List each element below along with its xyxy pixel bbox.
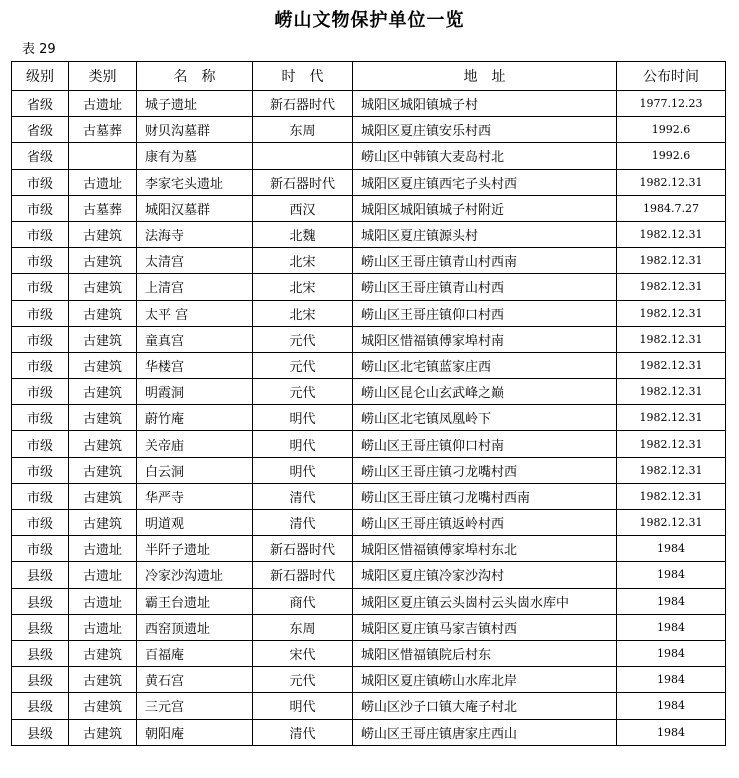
cell-date: 1982.12.31 (617, 510, 726, 536)
cell-level: 县级 (12, 562, 69, 588)
cell-era: 北宋 (253, 300, 353, 326)
cell-name: 童真宫 (137, 326, 253, 352)
cell-date: 1982.12.31 (617, 248, 726, 274)
cell-era: 北宋 (253, 274, 353, 300)
cell-level: 市级 (12, 483, 69, 509)
table-number: 表 29 (22, 42, 56, 57)
cell-address: 崂山区王哥庄镇刁龙嘴村西南 (353, 483, 617, 509)
table-row (12, 326, 726, 352)
cell-address: 城阳区惜福镇傅家埠村南 (353, 326, 617, 352)
cell-category: 古墓葬 (69, 195, 137, 221)
cell-address: 崂山区北宅镇蓝家庄西 (353, 352, 617, 378)
cell-category: 古建筑 (69, 510, 137, 536)
heritage-table (11, 61, 726, 746)
table-row (12, 405, 726, 431)
cell-address: 崂山区沙子口镇大庵子村北 (353, 693, 617, 719)
cell-name: 财贝沟墓群 (137, 117, 253, 143)
header-level: 级别 (12, 62, 69, 91)
cell-address: 崂山区王哥庄镇唐家庄西山 (353, 719, 617, 745)
cell-era: 明代 (253, 693, 353, 719)
cell-level: 省级 (12, 91, 69, 117)
cell-address: 崂山区昆仑山玄武峰之巅 (353, 379, 617, 405)
cell-era: 元代 (253, 667, 353, 693)
cell-address: 城阳区惜福镇院后村东 (353, 640, 617, 666)
cell-name: 黄石宫 (137, 667, 253, 693)
cell-address: 城阳区夏庄镇马家吉镇村西 (353, 614, 617, 640)
cell-name: 百福庵 (137, 640, 253, 666)
cell-category (69, 143, 137, 169)
cell-name: 太平 宫 (137, 300, 253, 326)
cell-era: 新石器时代 (253, 562, 353, 588)
cell-level: 县级 (12, 719, 69, 745)
table-row (12, 143, 726, 169)
cell-name: 华严寺 (137, 483, 253, 509)
cell-date: 1984 (617, 640, 726, 666)
cell-address: 城阳区夏庄镇源头村 (353, 221, 617, 247)
cell-level: 市级 (12, 379, 69, 405)
cell-date: 1992.6 (617, 143, 726, 169)
table-row (12, 614, 726, 640)
cell-category: 古遗址 (69, 169, 137, 195)
cell-level: 县级 (12, 667, 69, 693)
cell-date: 1984 (617, 667, 726, 693)
cell-date: 1977.12.23 (617, 91, 726, 117)
cell-level: 市级 (12, 248, 69, 274)
cell-category: 古建筑 (69, 483, 137, 509)
cell-category: 古建筑 (69, 405, 137, 431)
cell-address: 崂山区王哥庄镇青山村西南 (353, 248, 617, 274)
cell-level: 省级 (12, 143, 69, 169)
table-row (12, 274, 726, 300)
cell-level: 市级 (12, 352, 69, 378)
cell-address: 城阳区夏庄镇崂山水库北岸 (353, 667, 617, 693)
cell-date: 1984 (617, 614, 726, 640)
header-address: 地 址 (353, 62, 617, 91)
table-row (12, 248, 726, 274)
cell-era: 宋代 (253, 640, 353, 666)
cell-category: 古建筑 (69, 248, 137, 274)
header-category: 类别 (69, 62, 137, 91)
cell-category: 古遗址 (69, 91, 137, 117)
cell-address: 崂山区王哥庄镇返岭村西 (353, 510, 617, 536)
cell-name: 明霞洞 (137, 379, 253, 405)
cell-era: 元代 (253, 326, 353, 352)
cell-era: 东周 (253, 614, 353, 640)
cell-date: 1992.6 (617, 117, 726, 143)
cell-name: 法海寺 (137, 221, 253, 247)
cell-category: 古建筑 (69, 693, 137, 719)
cell-level: 市级 (12, 457, 69, 483)
cell-name: 朝阳庵 (137, 719, 253, 745)
table-row (12, 91, 726, 117)
cell-level: 县级 (12, 614, 69, 640)
cell-category: 古建筑 (69, 274, 137, 300)
cell-address: 城阳区夏庄镇云头崮村云头崮水库中 (353, 588, 617, 614)
cell-era: 清代 (253, 483, 353, 509)
table-row (12, 483, 726, 509)
cell-name: 西窑顶遗址 (137, 614, 253, 640)
cell-name: 三元宫 (137, 693, 253, 719)
cell-level: 县级 (12, 640, 69, 666)
table-row (12, 588, 726, 614)
table-row (12, 431, 726, 457)
cell-date: 1984 (617, 693, 726, 719)
cell-date: 1984 (617, 562, 726, 588)
cell-category: 古墓葬 (69, 117, 137, 143)
cell-date: 1982.12.31 (617, 483, 726, 509)
page-title: 崂山文物保护单位一览 (274, 10, 465, 31)
cell-era: 新石器时代 (253, 91, 353, 117)
cell-address: 城阳区惜福镇傅家埠村东北 (353, 536, 617, 562)
table-row (12, 562, 726, 588)
cell-address: 崂山区王哥庄镇刁龙嘴村西 (353, 457, 617, 483)
cell-date: 1982.12.31 (617, 274, 726, 300)
cell-level: 市级 (12, 195, 69, 221)
cell-category: 古遗址 (69, 562, 137, 588)
cell-level: 市级 (12, 300, 69, 326)
cell-era: 北宋 (253, 248, 353, 274)
cell-address: 城阳区城阳镇城子村 (353, 91, 617, 117)
cell-level: 市级 (12, 510, 69, 536)
cell-address: 城阳区夏庄镇西宅子头村西 (353, 169, 617, 195)
cell-date: 1982.12.31 (617, 431, 726, 457)
cell-category: 古建筑 (69, 719, 137, 745)
cell-name: 李家宅头遗址 (137, 169, 253, 195)
table-row (12, 536, 726, 562)
table-row (12, 117, 726, 143)
cell-name: 城子遗址 (137, 91, 253, 117)
cell-date: 1982.12.31 (617, 169, 726, 195)
cell-era: 清代 (253, 719, 353, 745)
cell-address: 崂山区王哥庄镇仰口村西 (353, 300, 617, 326)
cell-era: 北魏 (253, 221, 353, 247)
cell-level: 市级 (12, 326, 69, 352)
cell-era: 明代 (253, 457, 353, 483)
table-row (12, 169, 726, 195)
cell-category: 古建筑 (69, 457, 137, 483)
cell-category: 古建筑 (69, 300, 137, 326)
cell-date: 1984 (617, 536, 726, 562)
table-row (12, 352, 726, 378)
cell-category: 古遗址 (69, 588, 137, 614)
header-date: 公布时间 (617, 62, 726, 91)
cell-level: 市级 (12, 221, 69, 247)
table-row (12, 640, 726, 666)
header-row (12, 62, 726, 91)
cell-category: 古建筑 (69, 352, 137, 378)
cell-address: 城阳区夏庄镇冷家沙沟村 (353, 562, 617, 588)
cell-era: 新石器时代 (253, 169, 353, 195)
cell-category: 古建筑 (69, 667, 137, 693)
cell-name: 冷家沙沟遗址 (137, 562, 253, 588)
cell-category: 古建筑 (69, 379, 137, 405)
cell-date: 1984 (617, 588, 726, 614)
cell-level: 市级 (12, 274, 69, 300)
cell-category: 古建筑 (69, 221, 137, 247)
cell-level: 市级 (12, 431, 69, 457)
cell-era: 明代 (253, 405, 353, 431)
header-name: 名 称 (137, 62, 253, 91)
cell-category: 古建筑 (69, 640, 137, 666)
table-row (12, 719, 726, 745)
table-row (12, 300, 726, 326)
table-row (12, 693, 726, 719)
table-row (12, 221, 726, 247)
cell-name: 明道观 (137, 510, 253, 536)
cell-date: 1982.12.31 (617, 352, 726, 378)
cell-level: 市级 (12, 405, 69, 431)
cell-era: 东周 (253, 117, 353, 143)
cell-era: 元代 (253, 379, 353, 405)
cell-name: 半阡子遗址 (137, 536, 253, 562)
cell-name: 太清宫 (137, 248, 253, 274)
cell-category: 古建筑 (69, 326, 137, 352)
cell-era: 明代 (253, 431, 353, 457)
cell-date: 1984.7.27 (617, 195, 726, 221)
cell-name: 白云洞 (137, 457, 253, 483)
cell-name: 城阳汉墓群 (137, 195, 253, 221)
cell-date: 1982.12.31 (617, 326, 726, 352)
cell-era: 元代 (253, 352, 353, 378)
table-row (12, 195, 726, 221)
cell-level: 市级 (12, 169, 69, 195)
cell-address: 崂山区王哥庄镇仰口村南 (353, 431, 617, 457)
cell-era: 西汉 (253, 195, 353, 221)
cell-address: 崂山区中韩镇大麦岛村北 (353, 143, 617, 169)
cell-name: 上清宫 (137, 274, 253, 300)
cell-category: 古遗址 (69, 536, 137, 562)
cell-name: 蔚竹庵 (137, 405, 253, 431)
cell-name: 华楼宫 (137, 352, 253, 378)
cell-category: 古遗址 (69, 614, 137, 640)
table-row (12, 667, 726, 693)
cell-name: 关帝庙 (137, 431, 253, 457)
cell-date: 1982.12.31 (617, 221, 726, 247)
cell-date: 1982.12.31 (617, 379, 726, 405)
table-row (12, 510, 726, 536)
cell-level: 省级 (12, 117, 69, 143)
cell-name: 康有为墓 (137, 143, 253, 169)
table-row (12, 379, 726, 405)
cell-name: 霸王台遗址 (137, 588, 253, 614)
cell-level: 县级 (12, 693, 69, 719)
cell-date: 1982.12.31 (617, 457, 726, 483)
cell-era: 商代 (253, 588, 353, 614)
cell-era: 清代 (253, 510, 353, 536)
cell-era (253, 143, 353, 169)
cell-date: 1982.12.31 (617, 300, 726, 326)
cell-address: 城阳区夏庄镇安乐村西 (353, 117, 617, 143)
cell-category: 古建筑 (69, 431, 137, 457)
cell-date: 1982.12.31 (617, 405, 726, 431)
table-row (12, 457, 726, 483)
cell-address: 城阳区城阳镇城子村附近 (353, 195, 617, 221)
cell-address: 崂山区北宅镇凤凰岭下 (353, 405, 617, 431)
cell-era: 新石器时代 (253, 536, 353, 562)
cell-date: 1984 (617, 719, 726, 745)
cell-address: 崂山区王哥庄镇青山村西 (353, 274, 617, 300)
cell-level: 县级 (12, 588, 69, 614)
header-era: 时 代 (253, 62, 353, 91)
cell-level: 市级 (12, 536, 69, 562)
